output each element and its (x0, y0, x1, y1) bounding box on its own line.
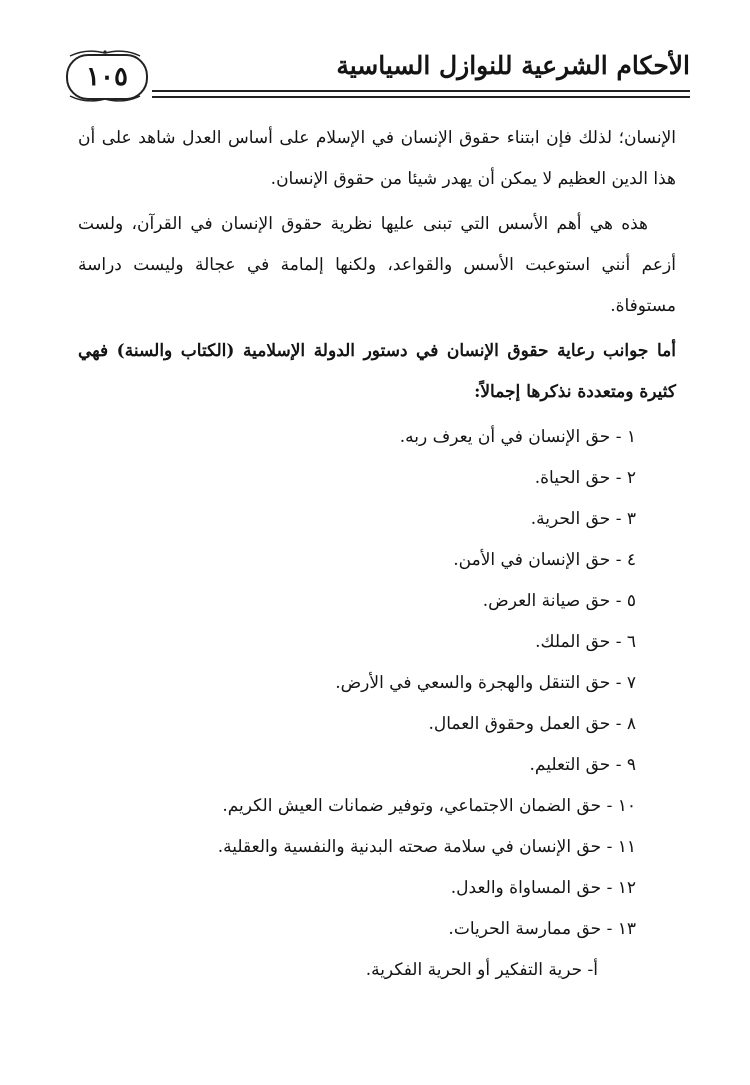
list-item: ٤ - حق الإنسان في الأمن. (453, 550, 636, 570)
list-item: ٥ - حق صيانة العرض. (482, 591, 636, 611)
page-header (60, 48, 690, 108)
list-item: ٧ - حق التنقل والهجرة والسعي في الأرض. (335, 673, 636, 693)
page-number: ١٠٥ (86, 62, 128, 92)
list-item: ١٢ - حق المساواة والعدل. (450, 878, 636, 898)
paragraph-foundations: هذه هي أهم الأسس التي تبنى عليها نظرية حقوق الإنسان في القرآن، ولست أزعم أنني استوعبت الأسس والقواعد، ولكنها إلمامة في عجالة وليست دراسة مستوفاة. (78, 214, 676, 316)
paragraph-rights-intro: أما جوانب رعاية حقوق الإنسان في دستور الدولة الإسلامية (الكتاب والسنة) فهي كثيرة ومتعددة نذكرها إجمالاً: (78, 341, 676, 402)
list-item: ٨ - حق العمل وحقوق العمال. (428, 714, 636, 734)
page-body (78, 118, 676, 991)
header-rule-bottom (152, 96, 690, 98)
list-item: ٩ - حق التعليم. (529, 755, 636, 775)
header-rule-top (152, 90, 690, 92)
ornament-bottom-icon (68, 94, 142, 104)
list-item: ١٣ - حق ممارسة الحريات. (448, 919, 636, 939)
list-item: ١١ - حق الإنسان في سلامة صحته البدنية والنفسية والعقلية. (217, 837, 636, 857)
rights-list (78, 417, 676, 991)
paragraph-continuation: الإنسان؛ لذلك فإن ابتناء حقوق الإنسان في الإسلام على أساس العدل شاهد على أن هذا الدين العظيم لا يمكن أن يهدر شيئا من حقوق الإنسان. (78, 128, 676, 189)
list-item: ١٠ - حق الضمان الاجتماعي، وتوفير ضمانات العيش الكريم. (222, 796, 636, 816)
sub-list-item: أ- حرية التفكير أو الحرية الفكرية. (365, 960, 598, 980)
book-title: الأحكام الشرعية للنوازل السياسية (336, 51, 690, 80)
list-item: ٦ - حق الملك. (535, 632, 636, 652)
list-item: ١ - حق الإنسان في أن يعرف ربه. (399, 427, 636, 447)
list-item: ٣ - حق الحرية. (530, 509, 636, 529)
list-item: ٢ - حق الحياة. (534, 468, 636, 488)
